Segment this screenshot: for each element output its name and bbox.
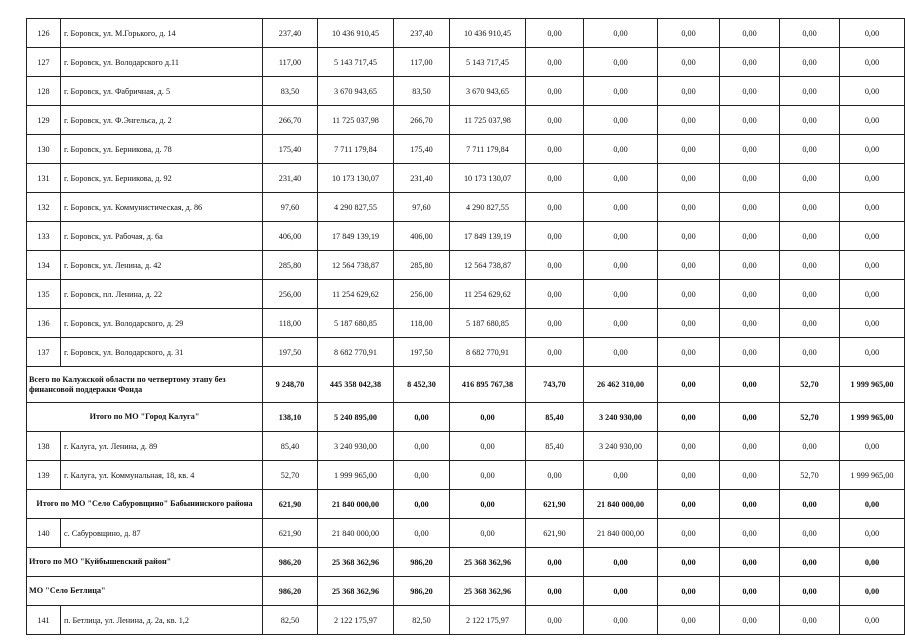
table-row	[27, 106, 905, 135]
value-cell: 0,00	[720, 222, 780, 251]
value-cell: 0,00	[658, 48, 720, 77]
value-cell: 0,00	[584, 106, 658, 135]
value-cell: 117,00	[263, 48, 318, 77]
value-cell: 0,00	[658, 222, 720, 251]
value-cell: 0,00	[720, 164, 780, 193]
value-cell: 5 143 717,45	[450, 48, 526, 77]
value-cell: 0,00	[780, 106, 840, 135]
value-cell: 0,00	[720, 577, 780, 606]
address-cell: г. Калуга, ул. Коммунальная, 18, кв. 4	[61, 461, 263, 490]
table-row	[27, 222, 905, 251]
row-number: 127	[27, 48, 61, 77]
value-cell: 21 840 000,00	[584, 490, 658, 519]
value-cell: 406,00	[263, 222, 318, 251]
value-cell: 0,00	[584, 164, 658, 193]
value-cell: 0,00	[780, 338, 840, 367]
value-cell: 0,00	[840, 77, 905, 106]
value-cell: 0,00	[526, 164, 584, 193]
value-cell: 0,00	[780, 48, 840, 77]
value-cell: 0,00	[658, 577, 720, 606]
table-row	[27, 77, 905, 106]
value-cell: 0,00	[720, 193, 780, 222]
value-cell: 0,00	[584, 548, 658, 577]
value-cell: 11 725 037,98	[450, 106, 526, 135]
value-cell: 118,00	[263, 309, 318, 338]
value-cell: 0,00	[658, 461, 720, 490]
value-cell: 0,00	[720, 461, 780, 490]
value-cell: 17 849 139,19	[318, 222, 394, 251]
value-cell: 986,20	[394, 577, 450, 606]
row-number: 130	[27, 135, 61, 164]
value-cell: 0,00	[840, 280, 905, 309]
value-cell: 175,40	[263, 135, 318, 164]
table-row	[27, 606, 905, 635]
address-cell: г. Боровск, ул. Ф.Энгельса, д. 2	[61, 106, 263, 135]
value-cell: 0,00	[526, 106, 584, 135]
address-cell: с. Сабуровщино, д. 87	[61, 519, 263, 548]
value-cell: 83,50	[394, 77, 450, 106]
value-cell: 3 670 943,65	[450, 77, 526, 106]
value-cell: 621,90	[526, 490, 584, 519]
value-cell: 0,00	[658, 251, 720, 280]
value-cell: 0,00	[658, 309, 720, 338]
value-cell: 743,70	[526, 367, 584, 403]
value-cell: 0,00	[526, 309, 584, 338]
value-cell: 0,00	[720, 338, 780, 367]
value-cell: 0,00	[658, 135, 720, 164]
total-row	[27, 490, 905, 519]
value-cell: 0,00	[840, 19, 905, 48]
value-cell: 10 436 910,45	[318, 19, 394, 48]
row-number: 128	[27, 77, 61, 106]
table-row	[27, 432, 905, 461]
total-row	[27, 577, 905, 606]
value-cell: 0,00	[720, 77, 780, 106]
value-cell: 0,00	[584, 135, 658, 164]
table-row	[27, 519, 905, 548]
value-cell: 0,00	[840, 490, 905, 519]
value-cell: 285,80	[394, 251, 450, 280]
value-cell: 0,00	[394, 519, 450, 548]
value-cell: 7 711 179,84	[318, 135, 394, 164]
value-cell: 3 670 943,65	[318, 77, 394, 106]
value-cell: 0,00	[840, 606, 905, 635]
total-row	[27, 367, 905, 403]
value-cell: 0,00	[780, 548, 840, 577]
value-cell: 0,00	[720, 606, 780, 635]
value-cell: 1 999 965,00	[840, 403, 905, 432]
value-cell: 5 187 680,85	[318, 309, 394, 338]
table-row	[27, 164, 905, 193]
value-cell: 986,20	[263, 577, 318, 606]
value-cell: 1 999 965,00	[840, 461, 905, 490]
value-cell: 0,00	[780, 251, 840, 280]
value-cell: 197,50	[263, 338, 318, 367]
value-cell: 0,00	[584, 606, 658, 635]
value-cell: 0,00	[658, 548, 720, 577]
value-cell: 11 725 037,98	[318, 106, 394, 135]
value-cell: 10 173 130,07	[318, 164, 394, 193]
address-cell: г. Боровск, ул. Коммунистическая, д. 86	[61, 193, 263, 222]
row-number: 139	[27, 461, 61, 490]
total-label: Всего по Калужской области по четвертому этапу без финансовой поддержки Фонда	[27, 367, 263, 403]
value-cell: 197,50	[394, 338, 450, 367]
row-number: 131	[27, 164, 61, 193]
value-cell: 256,00	[394, 280, 450, 309]
value-cell: 8 452,30	[394, 367, 450, 403]
value-cell: 82,50	[263, 606, 318, 635]
value-cell: 0,00	[780, 135, 840, 164]
value-cell: 11 254 629,62	[318, 280, 394, 309]
value-cell: 7 711 179,84	[450, 135, 526, 164]
value-cell: 0,00	[720, 519, 780, 548]
value-cell: 0,00	[840, 519, 905, 548]
value-cell: 0,00	[450, 461, 526, 490]
value-cell: 285,80	[263, 251, 318, 280]
value-cell: 52,70	[263, 461, 318, 490]
value-cell: 416 895 767,38	[450, 367, 526, 403]
value-cell: 12 564 738,87	[450, 251, 526, 280]
value-cell: 0,00	[720, 106, 780, 135]
value-cell: 0,00	[526, 548, 584, 577]
value-cell: 0,00	[584, 461, 658, 490]
value-cell: 0,00	[720, 19, 780, 48]
value-cell: 5 240 895,00	[318, 403, 394, 432]
address-cell: г. Боровск, пл. Ленина, д. 22	[61, 280, 263, 309]
value-cell: 0,00	[840, 193, 905, 222]
value-cell: 0,00	[394, 490, 450, 519]
value-cell: 0,00	[780, 280, 840, 309]
value-cell: 25 368 362,96	[450, 548, 526, 577]
value-cell: 85,40	[263, 432, 318, 461]
value-cell: 406,00	[394, 222, 450, 251]
value-cell: 0,00	[658, 490, 720, 519]
value-cell: 0,00	[658, 19, 720, 48]
value-cell: 0,00	[584, 193, 658, 222]
value-cell: 621,90	[263, 490, 318, 519]
value-cell: 0,00	[526, 461, 584, 490]
value-cell: 10 436 910,45	[450, 19, 526, 48]
value-cell: 237,40	[263, 19, 318, 48]
value-cell: 0,00	[780, 432, 840, 461]
value-cell: 8 682 770,91	[450, 338, 526, 367]
value-cell: 83,50	[263, 77, 318, 106]
value-cell: 3 240 930,00	[584, 432, 658, 461]
value-cell: 85,40	[526, 432, 584, 461]
value-cell: 0,00	[658, 519, 720, 548]
total-row	[27, 548, 905, 577]
value-cell: 25 368 362,96	[450, 577, 526, 606]
value-cell: 0,00	[658, 432, 720, 461]
value-cell: 0,00	[840, 309, 905, 338]
value-cell: 0,00	[526, 251, 584, 280]
row-number: 137	[27, 338, 61, 367]
value-cell: 0,00	[394, 432, 450, 461]
address-cell: п. Бетлица, ул. Ленина, д. 2а, кв. 1,2	[61, 606, 263, 635]
value-cell: 0,00	[658, 193, 720, 222]
value-cell: 0,00	[584, 338, 658, 367]
value-cell: 0,00	[720, 135, 780, 164]
value-cell: 0,00	[840, 432, 905, 461]
address-cell: г. Боровск, ул. Володарского д.11	[61, 48, 263, 77]
value-cell: 0,00	[780, 309, 840, 338]
value-cell: 138,10	[263, 403, 318, 432]
value-cell: 85,40	[526, 403, 584, 432]
value-cell: 0,00	[526, 19, 584, 48]
value-cell: 2 122 175,97	[450, 606, 526, 635]
total-row	[27, 403, 905, 432]
document-page	[26, 18, 904, 635]
value-cell: 0,00	[584, 48, 658, 77]
value-cell: 0,00	[658, 77, 720, 106]
table-row	[27, 48, 905, 77]
value-cell: 10 173 130,07	[450, 164, 526, 193]
value-cell: 0,00	[840, 251, 905, 280]
value-cell: 3 240 930,00	[584, 403, 658, 432]
value-cell: 256,00	[263, 280, 318, 309]
row-number: 136	[27, 309, 61, 338]
total-label: Итого по МО "Село Сабуровщино" Бабынинского района	[27, 490, 263, 519]
value-cell: 5 187 680,85	[450, 309, 526, 338]
value-cell: 2 122 175,97	[318, 606, 394, 635]
value-cell: 0,00	[780, 193, 840, 222]
value-cell: 26 462 310,00	[584, 367, 658, 403]
value-cell: 0,00	[584, 280, 658, 309]
row-number: 134	[27, 251, 61, 280]
table-row	[27, 193, 905, 222]
table-row	[27, 251, 905, 280]
total-label: Итого по МО "Город Калуга"	[27, 403, 263, 432]
value-cell: 0,00	[584, 309, 658, 338]
value-cell: 0,00	[840, 338, 905, 367]
value-cell: 21 840 000,00	[318, 490, 394, 519]
value-cell: 0,00	[720, 251, 780, 280]
value-cell: 175,40	[394, 135, 450, 164]
value-cell: 0,00	[450, 519, 526, 548]
value-cell: 986,20	[263, 548, 318, 577]
value-cell: 0,00	[720, 490, 780, 519]
value-cell: 0,00	[840, 577, 905, 606]
value-cell: 0,00	[450, 403, 526, 432]
row-number: 126	[27, 19, 61, 48]
table-row	[27, 19, 905, 48]
value-cell: 52,70	[780, 367, 840, 403]
value-cell: 3 240 930,00	[318, 432, 394, 461]
value-cell: 52,70	[780, 461, 840, 490]
row-number: 132	[27, 193, 61, 222]
value-cell: 0,00	[526, 280, 584, 309]
value-cell: 0,00	[840, 222, 905, 251]
value-cell: 0,00	[450, 432, 526, 461]
value-cell: 0,00	[840, 135, 905, 164]
row-number: 133	[27, 222, 61, 251]
value-cell: 25 368 362,96	[318, 577, 394, 606]
total-label: МО "Село Бетлица"	[27, 577, 263, 606]
table-row	[27, 280, 905, 309]
value-cell: 986,20	[394, 548, 450, 577]
value-cell: 0,00	[780, 164, 840, 193]
value-cell: 0,00	[526, 338, 584, 367]
value-cell: 266,70	[394, 106, 450, 135]
value-cell: 1 999 965,00	[840, 367, 905, 403]
value-cell: 621,90	[526, 519, 584, 548]
value-cell: 0,00	[780, 77, 840, 106]
address-cell: г. Боровск, ул. М.Горького, д. 14	[61, 19, 263, 48]
value-cell: 0,00	[526, 193, 584, 222]
table-row	[27, 338, 905, 367]
value-cell: 237,40	[394, 19, 450, 48]
value-cell: 17 849 139,19	[450, 222, 526, 251]
value-cell: 0,00	[720, 367, 780, 403]
table-row	[27, 309, 905, 338]
value-cell: 0,00	[526, 135, 584, 164]
row-number: 135	[27, 280, 61, 309]
value-cell: 0,00	[526, 577, 584, 606]
value-cell: 0,00	[584, 19, 658, 48]
value-cell: 11 254 629,62	[450, 280, 526, 309]
value-cell: 0,00	[720, 432, 780, 461]
value-cell: 21 840 000,00	[318, 519, 394, 548]
value-cell: 1 999 965,00	[318, 461, 394, 490]
value-cell: 12 564 738,87	[318, 251, 394, 280]
value-cell: 0,00	[720, 48, 780, 77]
value-cell: 0,00	[658, 367, 720, 403]
value-cell: 0,00	[840, 48, 905, 77]
value-cell: 52,70	[780, 403, 840, 432]
value-cell: 4 290 827,55	[450, 193, 526, 222]
value-cell: 0,00	[658, 606, 720, 635]
value-cell: 231,40	[263, 164, 318, 193]
value-cell: 25 368 362,96	[318, 548, 394, 577]
value-cell: 0,00	[526, 77, 584, 106]
address-cell: г. Боровск, ул. Фабричная, д. 5	[61, 77, 263, 106]
address-cell: г. Боровск, ул. Володарского, д. 31	[61, 338, 263, 367]
value-cell: 5 143 717,45	[318, 48, 394, 77]
value-cell: 97,60	[263, 193, 318, 222]
value-cell: 0,00	[658, 164, 720, 193]
table-row	[27, 461, 905, 490]
value-cell: 0,00	[720, 280, 780, 309]
value-cell: 0,00	[658, 338, 720, 367]
table-body	[27, 19, 905, 635]
total-label: Итого по МО "Куйбышевский район"	[27, 548, 263, 577]
value-cell: 0,00	[720, 403, 780, 432]
value-cell: 0,00	[394, 461, 450, 490]
housing-fund-table	[26, 18, 905, 635]
value-cell: 0,00	[394, 403, 450, 432]
value-cell: 97,60	[394, 193, 450, 222]
value-cell: 0,00	[658, 403, 720, 432]
value-cell: 0,00	[720, 309, 780, 338]
value-cell: 0,00	[780, 19, 840, 48]
row-number: 129	[27, 106, 61, 135]
address-cell: г. Боровск, ул. Берникова, д. 78	[61, 135, 263, 164]
value-cell: 8 682 770,91	[318, 338, 394, 367]
value-cell: 0,00	[584, 577, 658, 606]
row-number: 141	[27, 606, 61, 635]
value-cell: 0,00	[450, 490, 526, 519]
row-number: 138	[27, 432, 61, 461]
value-cell: 445 358 042,38	[318, 367, 394, 403]
value-cell: 231,40	[394, 164, 450, 193]
address-cell: г. Калуга, ул. Ленина, д. 89	[61, 432, 263, 461]
value-cell: 0,00	[658, 106, 720, 135]
address-cell: г. Боровск, ул. Рабочая, д. 6а	[61, 222, 263, 251]
address-cell: г. Боровск, ул. Володарского, д. 29	[61, 309, 263, 338]
value-cell: 0,00	[840, 548, 905, 577]
value-cell: 0,00	[840, 164, 905, 193]
value-cell: 4 290 827,55	[318, 193, 394, 222]
value-cell: 82,50	[394, 606, 450, 635]
value-cell: 0,00	[526, 606, 584, 635]
row-number: 140	[27, 519, 61, 548]
value-cell: 0,00	[584, 222, 658, 251]
value-cell: 621,90	[263, 519, 318, 548]
value-cell: 0,00	[840, 106, 905, 135]
value-cell: 118,00	[394, 309, 450, 338]
value-cell: 0,00	[780, 606, 840, 635]
value-cell: 0,00	[526, 48, 584, 77]
value-cell: 0,00	[780, 519, 840, 548]
value-cell: 21 840 000,00	[584, 519, 658, 548]
value-cell: 9 248,70	[263, 367, 318, 403]
address-cell: г. Боровск, ул. Ленина, д. 42	[61, 251, 263, 280]
value-cell: 0,00	[658, 280, 720, 309]
value-cell: 0,00	[584, 77, 658, 106]
table-row	[27, 135, 905, 164]
value-cell: 0,00	[780, 222, 840, 251]
address-cell: г. Боровск, ул. Берникова, д. 92	[61, 164, 263, 193]
value-cell: 0,00	[526, 222, 584, 251]
value-cell: 0,00	[720, 548, 780, 577]
value-cell: 0,00	[780, 490, 840, 519]
value-cell: 0,00	[584, 251, 658, 280]
value-cell: 0,00	[780, 577, 840, 606]
value-cell: 117,00	[394, 48, 450, 77]
value-cell: 266,70	[263, 106, 318, 135]
